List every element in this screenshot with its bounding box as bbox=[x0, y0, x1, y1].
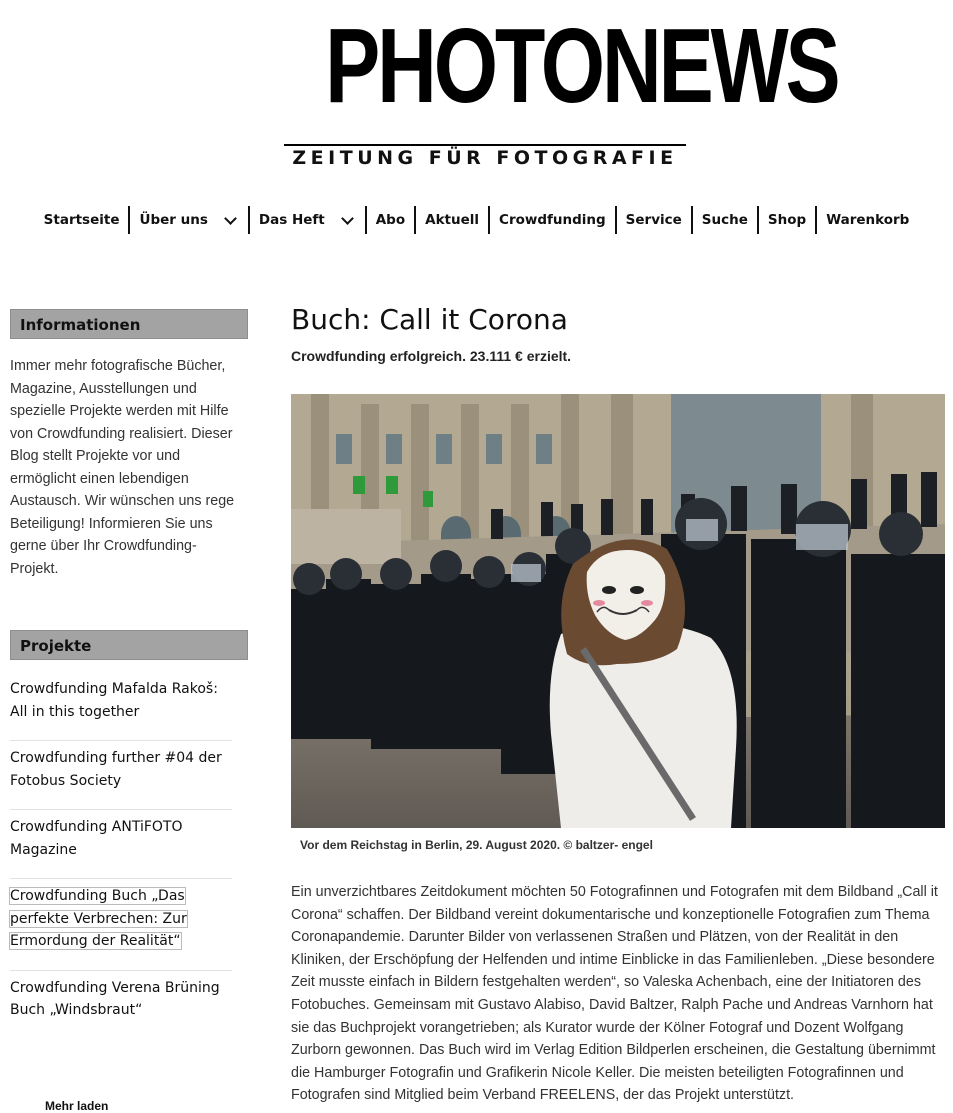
nav-item-shop[interactable] bbox=[757, 206, 815, 234]
logo-subtitle: ZEITUNG FÜR FOTOGRAFIE bbox=[292, 147, 678, 169]
nav-item-startseite[interactable] bbox=[35, 206, 129, 234]
project-link-focused[interactable] bbox=[10, 879, 232, 971]
load-more-button[interactable]: Mehr laden bbox=[45, 1099, 109, 1113]
nav-label: Service bbox=[625, 212, 682, 228]
widget-title-projekte: Projekte bbox=[10, 630, 248, 660]
chevron-down-icon[interactable] bbox=[224, 212, 237, 225]
site-logo[interactable] bbox=[280, 7, 838, 170]
article-body: Ein unverzichtbares Zeitdokument möchten 50 Fotografinnen und Fotografen mit dem Bildband „Call it Corona“ schaffen. Der Bildband vereint dokumentarische und konzeptionelle Fotografien zum Thema Coronapandemie. Darunter Bilder von verlassenen Straßen und Plätzen, von der Realität in den Kliniken, der Erschöpfung der Helfenden und intime Einblicke in das Familienleben. „Diese besondere Zeit musste einfach in Bildern festgehalten werden“, so Valeska Achenbach, eine der Initiatoren des Fotobuches. Gemeinsam mit Gustavo Alabiso, David Baltzer, Ralph Pache und Andreas Varnhorn hat sie das Buchprojekt vorangetrieben; als Kurator wurde der Kölner Fotograf und Dozent Wolfgang Zurborn gewonnen. Das Buch wird im Verlag Edition Bildperlen erscheinen, die Gestaltung übernimmt die Hamburger Fotografin und Grafikerin Nicole Keller. Die meisten beteiligten Fotografinnen und Fotografen sind Mitglied beim Verband FREELENS, der das Projekt unterstützt. bbox=[291, 884, 938, 1104]
article bbox=[291, 300, 945, 1104]
nav-label: Crowdfunding bbox=[499, 212, 606, 228]
nav-label: Startseite bbox=[43, 212, 120, 228]
article-title: Buch: Call it Corona bbox=[291, 303, 568, 336]
widget-title-informationen: Informationen bbox=[10, 309, 248, 339]
info-text: Immer mehr fotografische Bücher, Magazine, Ausstellungen und spezielle Projekte werden mit Hilfe von Crowdfunding realisiert. Dieser Blog stellt Projekte vor und ermöglicht einen lebendigen Austausch. Wir wünschen uns rege Beteiligung! Informieren Sie uns gerne über Ihr Crowdfunding-Projekt. bbox=[10, 358, 235, 577]
nav-label: Shop bbox=[767, 212, 807, 228]
project-link[interactable]: Crowdfunding ANTiFOTO Magazine bbox=[10, 810, 232, 879]
chevron-down-icon[interactable] bbox=[341, 212, 354, 225]
nav-label: Aktuell bbox=[425, 212, 480, 228]
project-link[interactable]: Crowdfunding further #04 der Fotobus Society bbox=[10, 741, 232, 810]
project-link[interactable]: Crowdfunding Verena Brüning Buch „Windsbraut“ bbox=[10, 979, 220, 1018]
nav-label: Warenkorb bbox=[826, 212, 910, 228]
nav-item-warenkorb[interactable] bbox=[815, 206, 918, 234]
nav-item-das-heft[interactable] bbox=[248, 206, 365, 234]
project-link-label: Crowdfunding Buch „Das perfekte Verbrechen: Zur Ermordung der Realität“ bbox=[10, 888, 187, 949]
photo-illustration bbox=[291, 394, 945, 828]
site-header bbox=[0, 0, 953, 180]
nav-label: Über uns bbox=[139, 212, 208, 228]
main-nav bbox=[0, 205, 953, 235]
nav-item-service[interactable] bbox=[615, 206, 691, 234]
article-subtitle: Crowdfunding erfolgreich. 23.111 € erzielt. bbox=[291, 348, 572, 364]
sidebar bbox=[10, 309, 248, 1039]
nav-item-aktuell[interactable] bbox=[414, 206, 488, 234]
project-list bbox=[10, 672, 248, 1039]
logo-rule bbox=[284, 144, 686, 146]
nav-item-ueber-uns[interactable] bbox=[128, 206, 247, 234]
nav-item-crowdfunding[interactable] bbox=[488, 206, 615, 234]
logo-title: PHOTONEWS bbox=[325, 7, 838, 125]
nav-label: Abo bbox=[375, 212, 406, 228]
nav-item-suche[interactable] bbox=[691, 206, 757, 234]
nav-label: Das Heft bbox=[258, 212, 325, 228]
photo-caption: Vor dem Reichstag in Berlin, 29. August 2020. © baltzer- engel bbox=[300, 838, 653, 852]
nav-label: Suche bbox=[701, 212, 748, 228]
nav-item-abo[interactable] bbox=[365, 206, 414, 234]
article-photo bbox=[291, 394, 945, 828]
project-link[interactable]: Crowdfunding Mafalda Rakoš: All in this together bbox=[10, 672, 232, 741]
